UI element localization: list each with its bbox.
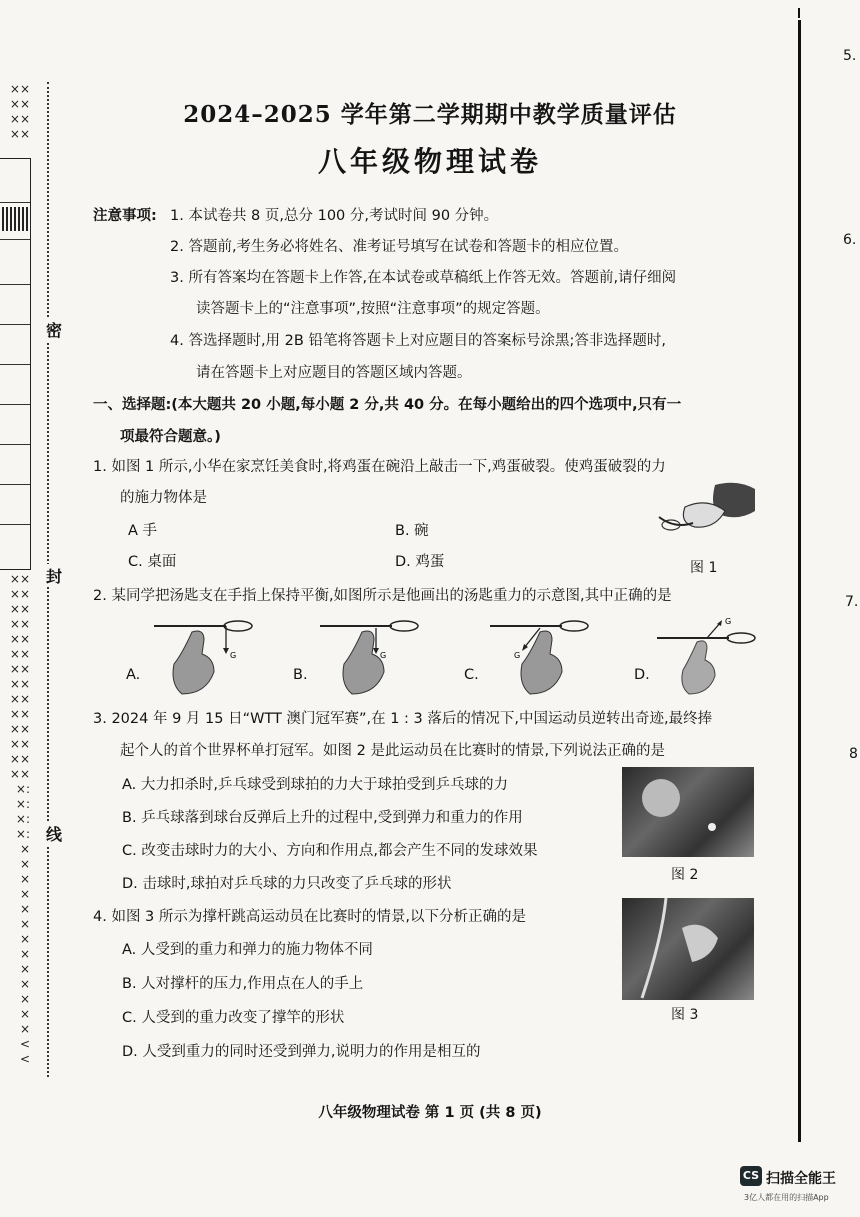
page-footer: 八年级物理试卷 第 1 页 (共 8 页) bbox=[318, 1105, 542, 1121]
q4-option-d: D. 人受到重力的同时还受到弹力,说明力的作用是相互的 bbox=[122, 1044, 481, 1060]
svg-text:G: G bbox=[514, 651, 521, 660]
q3-option-c: C. 改变击球时力的大小、方向和作用点,都会产生不同的发球效果 bbox=[122, 843, 538, 859]
q2-option-b: B. bbox=[293, 667, 308, 683]
q1-stem: 1. 如图 1 所示,小华在家烹饪美食时,将鸡蛋在碗沿上敲击一下,鸡蛋破裂。使鸡蛋破裂的力 bbox=[93, 459, 666, 475]
q4-option-a: A. 人受到的重力和弹力的施力物体不同 bbox=[122, 942, 373, 958]
q2-figure-a-spoon-hand bbox=[152, 614, 256, 696]
page-right-rule bbox=[798, 20, 801, 1142]
svg-text:G: G bbox=[230, 651, 237, 660]
notice-item-2: 2. 答题前,考生务必将姓名、准考证号填写在试卷和答题卡的相应位置。 bbox=[170, 239, 629, 255]
camscanner-tagline: 3亿人都在用的扫描App bbox=[744, 1193, 829, 1202]
binding-label-mi: 密 bbox=[46, 318, 62, 341]
svg-text:G: G bbox=[725, 617, 732, 626]
q2-stem: 2. 某同学把汤匙支在手指上保持平衡,如图所示是他画出的汤匙重力的示意图,其中正确的是 bbox=[93, 588, 672, 604]
q3-option-a: A. 大力扣杀时,乒乓球受到球拍的力大于球拍受到乒乓球的力 bbox=[122, 777, 508, 793]
q4-option-b: B. 人对撑杆的压力,作用点在人的手上 bbox=[122, 976, 364, 992]
q1-option-d: D. 鸡蛋 bbox=[395, 554, 445, 570]
margin-number-5: 5. bbox=[843, 48, 857, 64]
q3-stem-cont: 起个人的首个世界杯单打冠军。如图 2 是此运动员在比赛时的情景,下列说法正确的是 bbox=[120, 743, 666, 759]
q4-stem: 4. 如图 3 所示为撑杆跳高运动员在比赛时的情景,以下分析正确的是 bbox=[93, 909, 526, 925]
binding-label-xian: 线 bbox=[46, 822, 62, 845]
q1-option-b: B. 碗 bbox=[395, 523, 429, 539]
q2-option-d: D. bbox=[634, 667, 650, 683]
q3-stem: 3. 2024 年 9 月 15 日“WTT 澳门冠军赛”,在 1 : 3 落后的情况下,中国运动员逆转出奇迹,最终捧 bbox=[93, 711, 713, 727]
figure-1-egg-illustration bbox=[655, 477, 757, 539]
margin-number-7: 7. bbox=[845, 594, 859, 610]
camscanner-name: 扫描全能王 bbox=[766, 1171, 836, 1187]
q2-figure-c-spoon-hand bbox=[488, 614, 592, 696]
exam-title: 2024–2025 学年第二学期期中教学质量评估 bbox=[183, 101, 677, 128]
figure-1-caption: 图 1 bbox=[690, 560, 718, 576]
section-heading: 一、选择题:(本大题共 20 小题,每小题 2 分,共 40 分。在每小题给出的四个选项中,只有一 bbox=[93, 397, 682, 413]
barcode-block bbox=[2, 207, 28, 231]
q3-option-d: D. 击球时,球拍对乒乓球的力只改变了乒乓球的形状 bbox=[122, 876, 452, 892]
figure-2-table-tennis-photo bbox=[622, 767, 754, 857]
margin-number-8: 8 bbox=[849, 746, 858, 762]
figure-3-caption: 图 3 bbox=[671, 1007, 699, 1023]
svg-text:G: G bbox=[380, 651, 387, 660]
q1-stem-cont: 的施力物体是 bbox=[120, 490, 207, 506]
cross-pattern-top: ×× ×× ×× ×× bbox=[9, 82, 30, 141]
margin-number-6: 6. bbox=[843, 232, 857, 248]
q2-figure-d-spoon-hand bbox=[655, 614, 759, 696]
q2-figure-b-spoon-hand bbox=[318, 614, 422, 696]
notice-label: 注意事项: bbox=[93, 208, 157, 224]
q1-option-a: A 手 bbox=[128, 523, 158, 539]
cross-pattern-bottom: ×× ×× ×× ×× ×× ×× ×× ×× ×× ×× ×× ×× ×× ×× ×: ×: ×: ×: × × × × × × × × × × × × × < < bbox=[9, 572, 30, 1066]
figure-3-pole-vault-photo bbox=[622, 898, 754, 1000]
top-tick bbox=[798, 8, 800, 18]
notice-item-3-cont: 读答题卡上的“注意事项”,按照“注意事项”的规定答题。 bbox=[196, 301, 550, 317]
notice-item-3: 3. 所有答案均在答题卡上作答,在本试卷或草稿纸上作答无效。答题前,请仔细阅 bbox=[170, 270, 677, 286]
player-shape bbox=[642, 779, 680, 817]
notice-item-4: 4. 答选择题时,用 2B 铅笔将答题卡上对应题目的答案标号涂黑;答非选择题时, bbox=[170, 333, 666, 349]
binding-label-feng: 封 bbox=[46, 564, 62, 587]
ball-shape bbox=[708, 823, 716, 831]
section-heading-cont: 项最符合题意。) bbox=[120, 429, 221, 445]
binding-form-box bbox=[0, 158, 31, 570]
figure-2-caption: 图 2 bbox=[671, 867, 699, 883]
camscanner-logo: CS bbox=[740, 1166, 762, 1186]
exam-subtitle: 八年级物理试卷 bbox=[317, 145, 542, 178]
q1-option-c: C. 桌面 bbox=[128, 554, 177, 570]
notice-item-1: 1. 本试卷共 8 页,总分 100 分,考试时间 90 分钟。 bbox=[170, 208, 499, 224]
q2-option-a: A. bbox=[126, 667, 141, 683]
q4-option-c: C. 人受到的重力改变了撑竿的形状 bbox=[122, 1010, 345, 1026]
q2-option-c: C. bbox=[464, 667, 479, 683]
q3-option-b: B. 乒乓球落到球台反弹后上升的过程中,受到弹力和重力的作用 bbox=[122, 810, 523, 826]
notice-item-4-cont: 请在答题卡上对应题目的答题区域内答题。 bbox=[196, 365, 472, 381]
